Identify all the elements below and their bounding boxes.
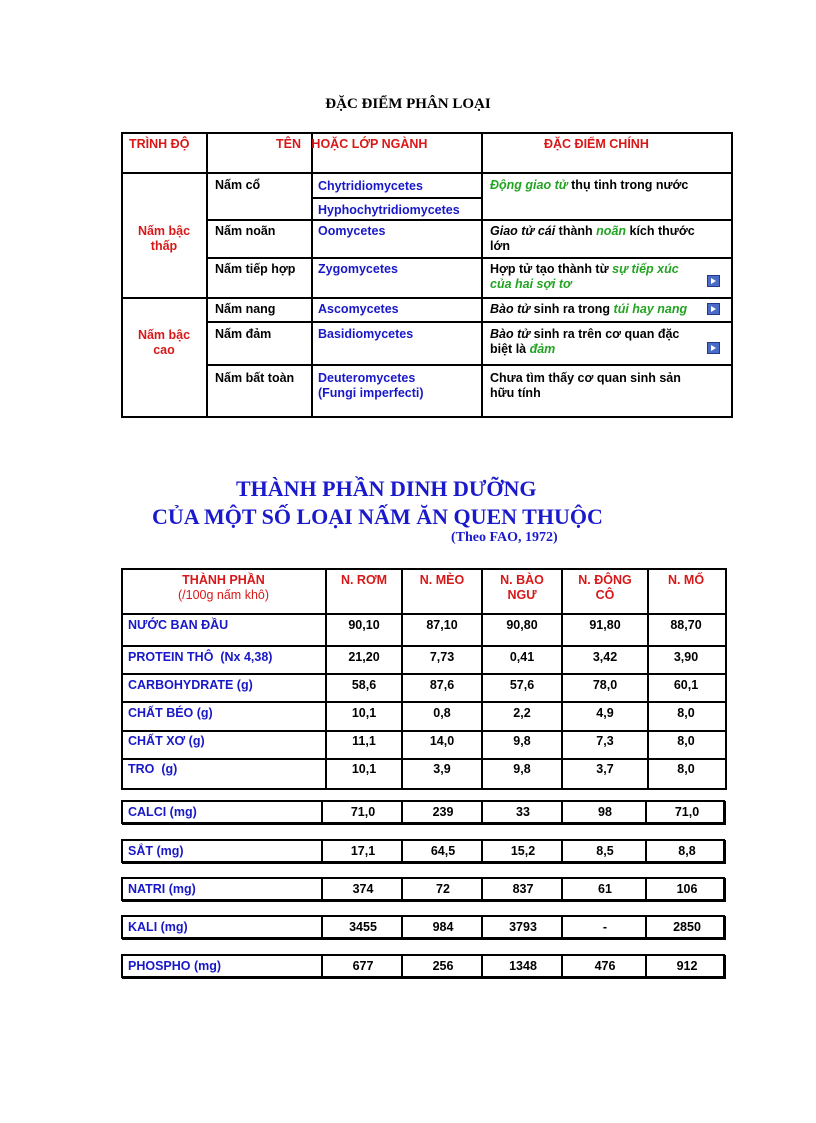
table-cell: 15,2	[510, 844, 536, 858]
row-label: SẮT (mg)	[128, 844, 184, 858]
table-cell: 106	[676, 882, 698, 896]
table-cell: 3,7	[596, 762, 614, 776]
table-cell: 33	[516, 805, 530, 819]
table-cell: 4,9	[596, 706, 614, 720]
column-header: N. MỐ	[667, 573, 705, 587]
table-cell: 2,2	[513, 706, 531, 720]
table-cell: 239	[432, 805, 454, 819]
table-cell: 60,1	[673, 678, 699, 692]
table-cell: 256	[432, 959, 454, 973]
column-header: N. RƠM	[340, 573, 388, 587]
classification-table	[121, 132, 731, 416]
table-cell: 3,42	[592, 650, 618, 664]
feature-text: Bào tử sinh ra trong túi hay nang	[490, 302, 688, 316]
nutrition-table	[121, 568, 725, 788]
table-cell: 91,80	[589, 618, 621, 632]
class-name: Hyphochytridiomycetes	[318, 203, 460, 217]
document-title: ĐẶC ĐIỂM PHÂN LOẠI	[325, 96, 491, 112]
row-label: PHOSPHO (mg)	[128, 959, 222, 973]
table-cell: 0,8	[433, 706, 451, 720]
row-label: NƯỚC BAN ĐẦU	[128, 618, 229, 632]
table-cell: 71,0	[350, 805, 376, 819]
class-name: Oomycetes	[318, 224, 386, 238]
row-name: Nấm đảm	[215, 327, 272, 341]
header-component: THÀNH PHẦN (/100g nấm khô)	[177, 573, 270, 602]
table-cell: 90,80	[506, 618, 538, 632]
column-header: N. MÈO	[419, 573, 465, 587]
table-cell: 3,9	[433, 762, 451, 776]
mineral-row	[121, 915, 725, 939]
table-cell: 64,5	[430, 844, 456, 858]
feature-text: Bào tử sinh ra trên cơ quan đặc biệt là đảm	[490, 327, 680, 356]
class-name: Basidiomycetes	[318, 327, 414, 341]
nutrition-title-line1: THÀNH PHẦN DINH DƯỠNG	[236, 476, 537, 501]
header-name: TÊN HOẶC LỚP NGÀNH	[276, 137, 428, 151]
table-cell: 90,10	[348, 618, 380, 632]
table-cell: 9,8	[513, 762, 531, 776]
feature-text: Giao tử cái thành noãn kích thước lớn	[490, 224, 695, 253]
row-label: CHẤT BÉO (g)	[128, 706, 213, 720]
row-label: TRO (g)	[128, 762, 178, 776]
table-cell: 17,1	[350, 844, 376, 858]
table-cell: 8,0	[677, 762, 695, 776]
row-name: Nấm tiếp hợp	[215, 262, 296, 276]
group-high-label: Nấm bậc cao	[137, 328, 191, 357]
table-cell: 3,90	[673, 650, 699, 664]
play-icon[interactable]	[707, 342, 720, 354]
table-cell: 912	[676, 959, 698, 973]
column-header: N. BÀO NGƯ	[500, 573, 544, 602]
table-cell: 61	[598, 882, 612, 896]
class-name: Chytridiomycetes	[318, 179, 423, 193]
row-label: PROTEIN THÔ (Nx 4,38)	[128, 650, 273, 664]
feature-text: Hợp tử tạo thành từ sự tiếp xúc của hai sợi tơ	[490, 262, 679, 291]
table-cell: 984	[432, 920, 454, 934]
table-cell: 374	[352, 882, 374, 896]
table-cell: 10,1	[351, 762, 377, 776]
feature-text: Chưa tìm thấy cơ quan sinh sản hữu tính	[490, 371, 681, 400]
table-cell: 476	[594, 959, 616, 973]
row-name: Nấm nang	[215, 302, 276, 316]
mineral-row	[121, 877, 725, 901]
table-cell: 8,0	[677, 734, 695, 748]
table-cell: 14,0	[429, 734, 455, 748]
table-cell: 57,6	[509, 678, 535, 692]
play-icon[interactable]	[707, 303, 720, 315]
table-cell: 3455	[349, 920, 377, 934]
table-cell: 78,0	[592, 678, 618, 692]
row-label: KALI (mg)	[128, 920, 188, 934]
group-low-label: Nấm bậc thấp	[137, 224, 191, 253]
table-cell: 837	[512, 882, 534, 896]
mineral-row	[121, 954, 725, 978]
table-cell: 98	[598, 805, 612, 819]
header-features: ĐẶC ĐIỂM CHÍNH	[544, 137, 649, 151]
table-cell: 7,73	[429, 650, 455, 664]
table-cell: 0,41	[509, 650, 535, 664]
nutrition-title-line2: CỦA MỘT SỐ LOẠI NẤM ĂN QUEN THUỘC	[152, 504, 603, 529]
table-cell: 10,1	[351, 706, 377, 720]
table-cell: 7,3	[596, 734, 614, 748]
table-cell: 87,10	[426, 618, 458, 632]
table-cell: 21,20	[348, 650, 380, 664]
class-name: Ascomycetes	[318, 302, 399, 316]
nutrition-source: (Theo FAO, 1972)	[451, 530, 558, 545]
row-name: Nấm bất toàn	[215, 371, 295, 385]
table-cell: 88,70	[670, 618, 702, 632]
row-name: Nấm noãn	[215, 224, 276, 238]
mineral-row	[121, 800, 725, 824]
table-cell: 3793	[509, 920, 537, 934]
row-label: CHẤT XƠ (g)	[128, 734, 205, 748]
table-cell: 87,6	[429, 678, 455, 692]
mineral-row	[121, 839, 725, 863]
row-label: CARBOHYDRATE (g)	[128, 678, 253, 692]
column-header: N. ĐÔNG CÔ	[578, 573, 632, 602]
play-icon[interactable]	[707, 275, 720, 287]
table-cell: 8,5	[596, 844, 614, 858]
table-cell: 11,1	[352, 734, 376, 748]
table-cell: 58,6	[351, 678, 377, 692]
table-cell: 71,0	[674, 805, 700, 819]
table-cell: -	[602, 920, 608, 934]
row-label: NATRI (mg)	[128, 882, 196, 896]
row-name: Nấm cổ	[215, 178, 261, 192]
table-cell: 8,0	[677, 706, 695, 720]
feature-text: Động giao tử thụ tinh trong nước	[490, 178, 689, 192]
table-cell: 72	[436, 882, 450, 896]
table-cell: 2850	[673, 920, 701, 934]
table-cell: 8,8	[678, 844, 696, 858]
header-level: TRÌNH ĐỘ	[129, 137, 190, 151]
table-cell: 9,8	[513, 734, 531, 748]
table-cell: 677	[352, 959, 374, 973]
class-name: Deuteromycetes (Fungi imperfecti)	[318, 371, 424, 400]
table-cell: 1348	[509, 959, 537, 973]
class-name: Zygomycetes	[318, 262, 398, 276]
row-label: CALCI (mg)	[128, 805, 197, 819]
